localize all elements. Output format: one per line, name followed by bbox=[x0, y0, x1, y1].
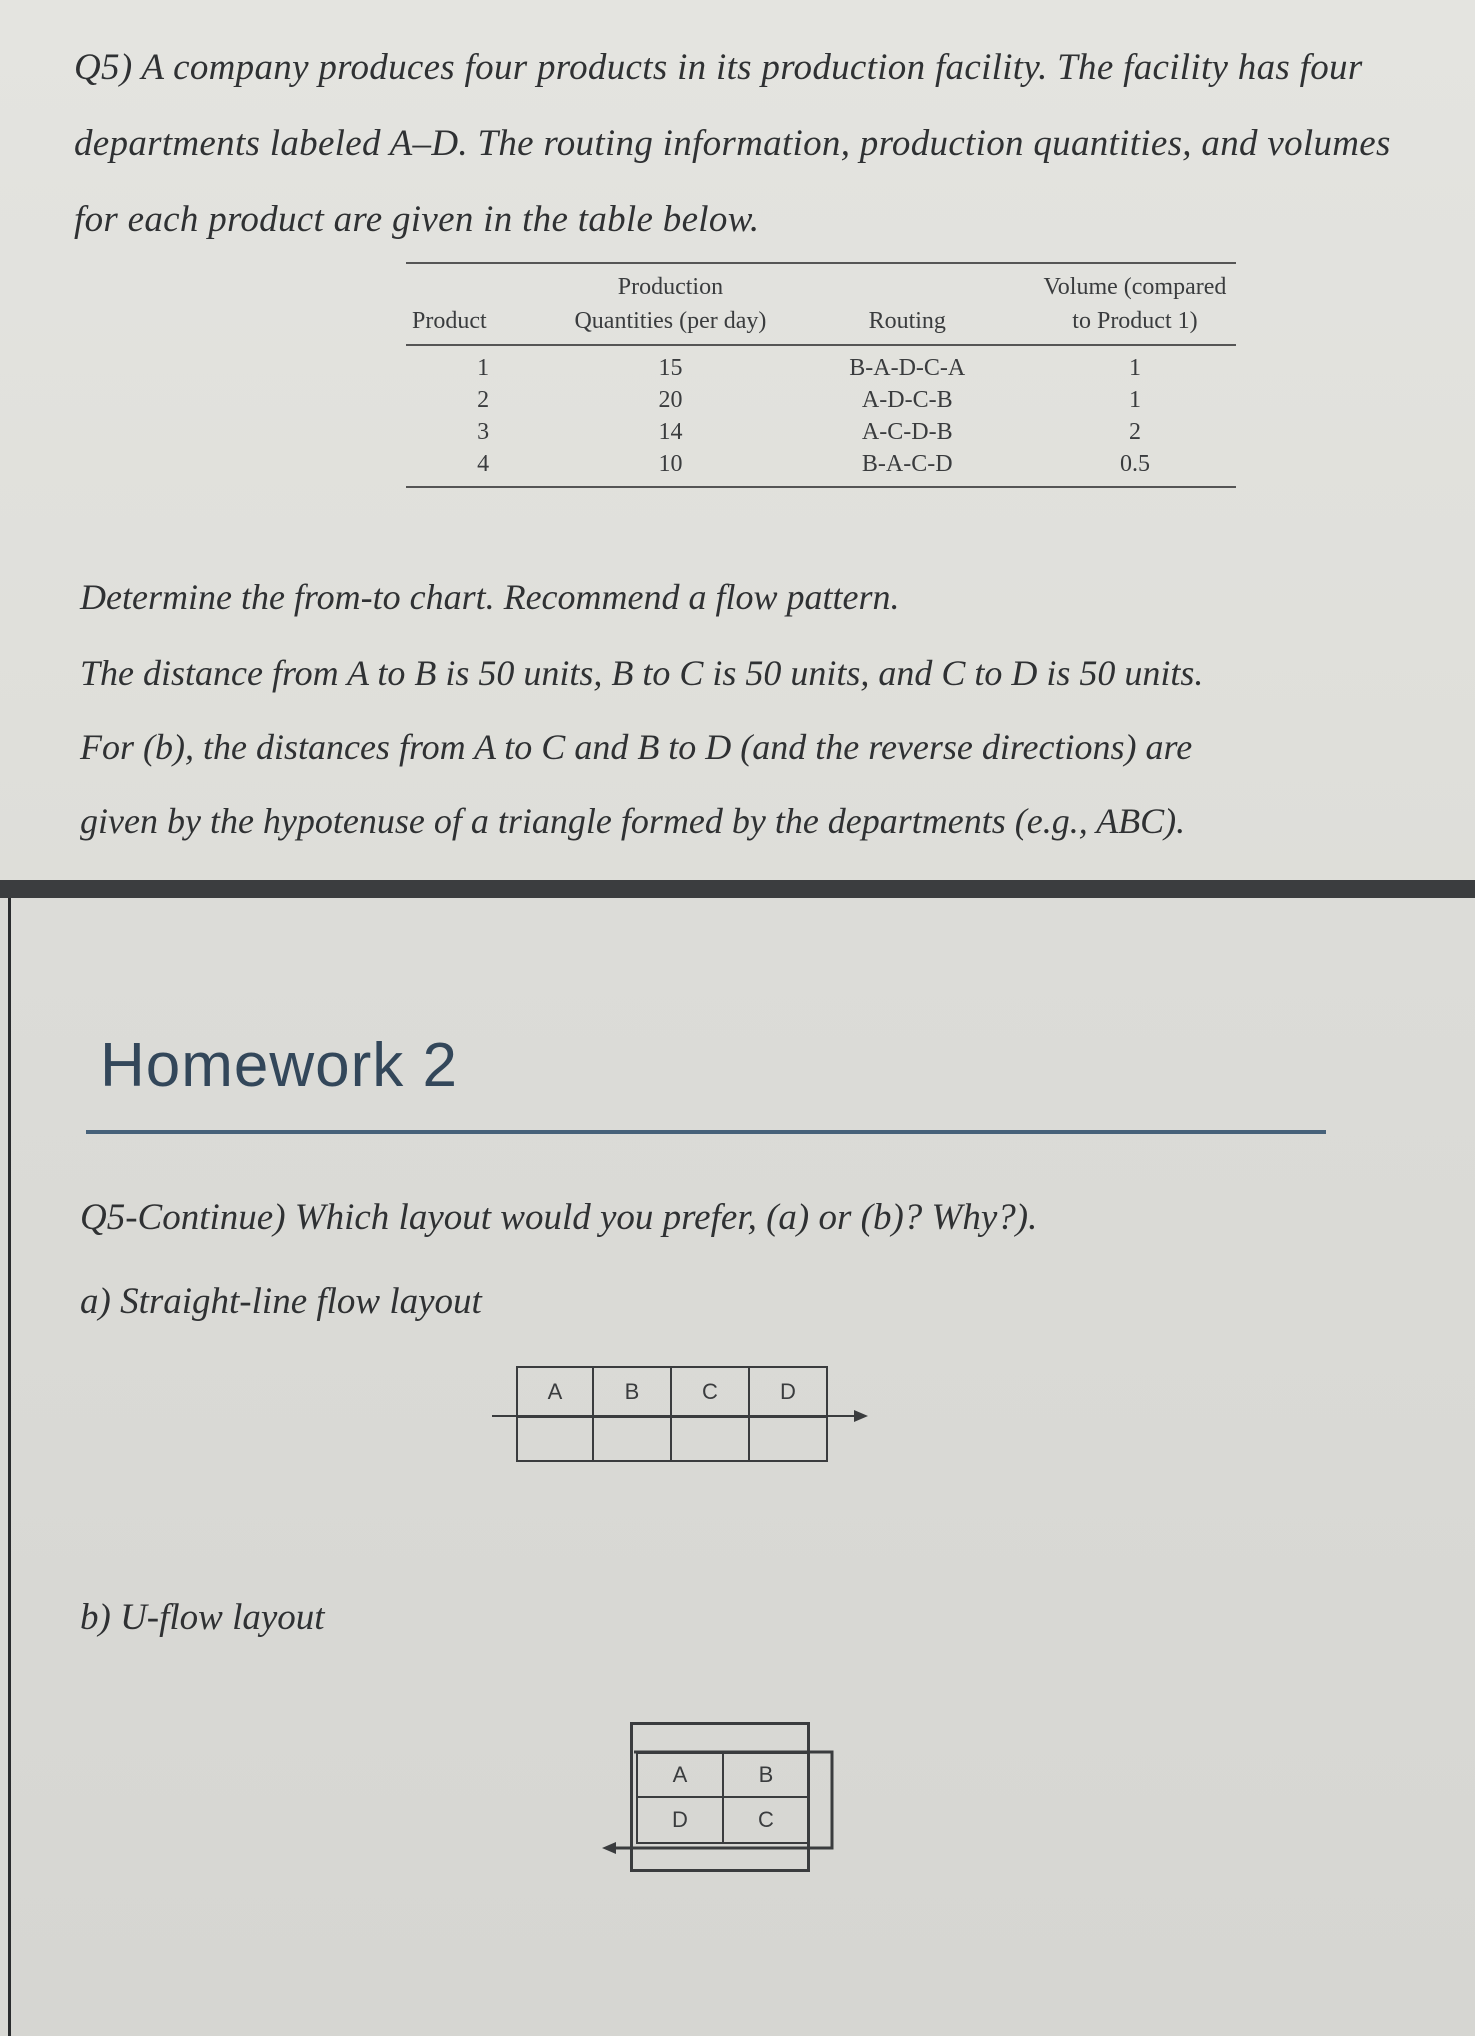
dept-cell-d: D bbox=[636, 1796, 724, 1844]
cell-quantity: 14 bbox=[658, 419, 683, 445]
table-row bbox=[406, 345, 1236, 384]
cell-routing: B-A-D-C-A bbox=[849, 355, 966, 381]
product-table bbox=[406, 262, 1236, 488]
question-intro-text: A company produces four products in its production facility. The facility has four departments labeled A–D. The routing information, production quantities, and volumes for each product are given in the table below. bbox=[74, 47, 1391, 240]
table-header-row bbox=[406, 263, 1236, 345]
cell-product: 3 bbox=[477, 419, 490, 445]
cell-volume: 2 bbox=[1128, 419, 1141, 445]
cell-product: 2 bbox=[477, 387, 490, 413]
table-row bbox=[406, 448, 1236, 487]
option-a-label: a) Straight-line flow layout bbox=[80, 1281, 482, 1322]
dept-cell-b: B bbox=[722, 1752, 810, 1798]
dept-cell-a: A bbox=[636, 1752, 724, 1798]
instruction-line-4: given by the hypotenuse of a triangle formed by the departments (e.g., ABC). bbox=[80, 801, 1186, 841]
cell-product: 4 bbox=[477, 451, 490, 477]
header-quantities: Production Quantities (per day) bbox=[560, 263, 780, 345]
instruction-line-2: The distance from A to B is 50 units, B to C is 50 units, and C to D is 50 units. bbox=[80, 653, 1204, 693]
dept-cell-d: D bbox=[748, 1366, 828, 1418]
option-b-label: b) U-flow layout bbox=[80, 1597, 325, 1638]
cell-routing: A-C-D-B bbox=[861, 419, 953, 445]
dept-cell-c: C bbox=[670, 1366, 750, 1418]
question-intro bbox=[74, 30, 1444, 258]
cell-quantity: 15 bbox=[658, 355, 683, 381]
instruction-line-1: Determine the from-to chart. Recommend a flow pattern. bbox=[80, 577, 900, 617]
instruction-line-3: For (b), the distances from A to C and B to D (and the reverse directions) are bbox=[80, 727, 1193, 767]
cell-volume: 1 bbox=[1128, 387, 1141, 413]
question-continue: Q5-Continue) Which layout would you prefer, (a) or (b)? Why?). bbox=[80, 1197, 1038, 1238]
table-row bbox=[406, 384, 1236, 416]
dept-cell-b: B bbox=[592, 1366, 672, 1418]
cell-volume: 1 bbox=[1128, 355, 1141, 381]
title-rule bbox=[86, 1130, 1326, 1134]
question-panel bbox=[0, 0, 1475, 890]
header-routing: Routing bbox=[781, 263, 1034, 345]
cell-routing: B-A-C-D bbox=[861, 451, 953, 477]
cell-quantity: 10 bbox=[658, 451, 683, 477]
cell-routing: A-D-C-B bbox=[861, 387, 953, 413]
cell-product: 1 bbox=[477, 355, 490, 381]
table-row bbox=[406, 416, 1236, 448]
cell-volume: 0.5 bbox=[1119, 451, 1150, 477]
divider-bar bbox=[0, 880, 1475, 898]
dept-cell-a: A bbox=[516, 1366, 594, 1418]
header-product: Product bbox=[406, 263, 560, 345]
flow-arrow-icon bbox=[490, 1406, 870, 1426]
header-volume: Volume (compared to Product 1) bbox=[1034, 263, 1236, 345]
dept-cell-c: C bbox=[722, 1796, 810, 1844]
u-flow-arrow-icon bbox=[600, 1740, 840, 1880]
homework-title: Homework 2 bbox=[100, 1031, 458, 1100]
cell-quantity: 20 bbox=[658, 387, 683, 413]
question-number: Q5) bbox=[74, 47, 133, 88]
